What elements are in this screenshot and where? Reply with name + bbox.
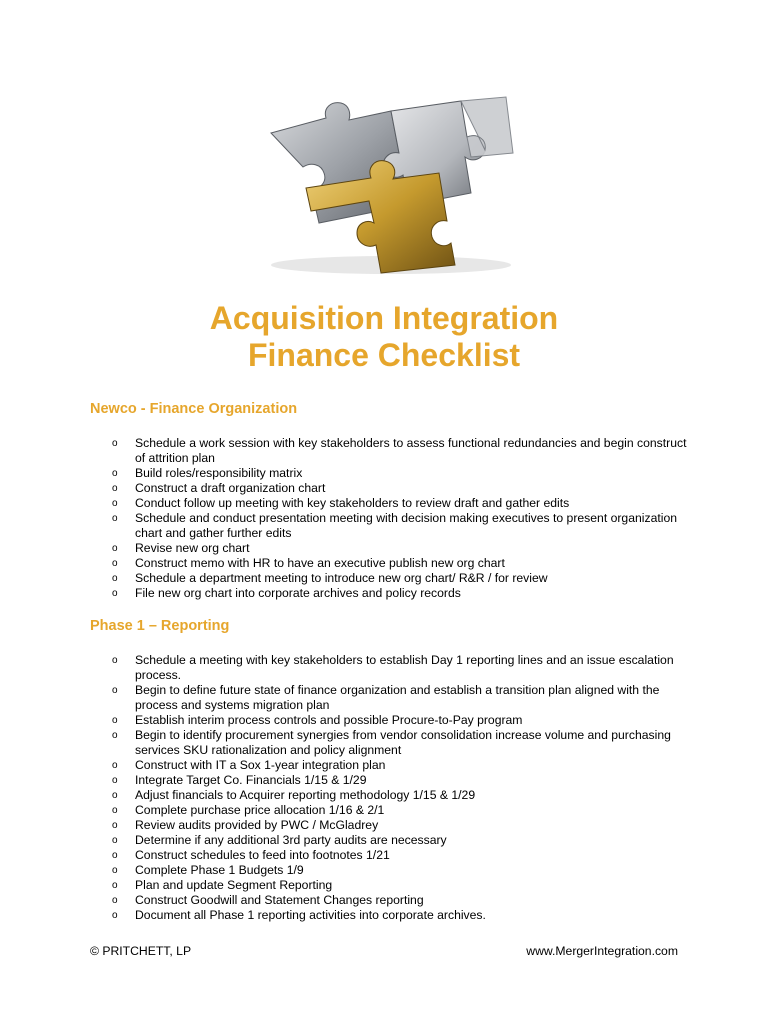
list-item: o Establish interim process controls and possible Procure-to-Pay program bbox=[112, 713, 523, 727]
bullet-icon: o bbox=[112, 865, 118, 876]
list-item: o Determine if any additional 3rd party audits are necessary bbox=[112, 833, 447, 847]
bullet-icon: o bbox=[112, 513, 118, 524]
bullet-icon: o bbox=[112, 835, 118, 846]
bullet-icon: o bbox=[112, 880, 118, 891]
list-item: o Revise new org chart bbox=[112, 541, 250, 555]
bullet-icon: o bbox=[112, 895, 118, 906]
bullet-icon: o bbox=[112, 685, 118, 696]
bullet-icon: o bbox=[112, 730, 118, 741]
list-item: o Construct with IT a Sox 1-year integration plan bbox=[112, 758, 386, 772]
list-item: o Construct schedules to feed into footnotes 1/21 bbox=[112, 848, 390, 862]
list-item: o File new org chart into corporate archives and policy records bbox=[112, 586, 461, 600]
list-item: o Construct memo with HR to have an executive publish new org chart bbox=[112, 556, 505, 570]
list-item: o Build roles/responsibility matrix bbox=[112, 466, 303, 480]
list-item: o Adjust financials to Acquirer reporting methodology 1/15 & 1/29 bbox=[112, 788, 476, 802]
bullet-icon: o bbox=[112, 775, 118, 786]
list-item: o Plan and update Segment Reporting bbox=[112, 878, 333, 892]
checklist-newco bbox=[112, 436, 692, 601]
bullet-icon: o bbox=[112, 558, 118, 569]
bullet-icon: o bbox=[112, 655, 118, 666]
bullet-icon: o bbox=[112, 588, 118, 599]
list-item: o Integrate Target Co. Financials 1/15 & 1/29 bbox=[112, 773, 367, 787]
bullet-icon: o bbox=[112, 543, 118, 554]
list-item: o Construct a draft organization chart bbox=[112, 481, 326, 495]
bullet-icon: o bbox=[112, 498, 118, 509]
document-title bbox=[0, 300, 768, 374]
bullet-icon: o bbox=[112, 483, 118, 494]
bullet-icon: o bbox=[112, 573, 118, 584]
list-item: o Construct Goodwill and Statement Changes reporting bbox=[112, 893, 424, 907]
list-item: o Review audits provided by PWC / McGladrey bbox=[112, 818, 379, 832]
list-item: o Document all Phase 1 reporting activities into corporate archives. bbox=[112, 908, 486, 922]
bullet-icon: o bbox=[112, 790, 118, 801]
bullet-icon: o bbox=[112, 820, 118, 831]
list-item: o Schedule a meeting with key stakeholders to establish Day 1 reporting lines and an issue escalation process. bbox=[112, 653, 674, 682]
title-line-1: Acquisition Integration bbox=[209, 300, 559, 336]
bullet-icon: o bbox=[112, 805, 118, 816]
list-item: o Schedule a work session with key stakeholders to assess functional redundancies and begin construct of attrition plan bbox=[112, 436, 687, 465]
bullet-icon: o bbox=[112, 438, 118, 449]
bullet-icon: o bbox=[112, 760, 118, 771]
bullet-icon: o bbox=[112, 715, 118, 726]
footer-copyright: © PRITCHETT, LP bbox=[90, 944, 192, 958]
list-item: o Complete Phase 1 Budgets 1/9 bbox=[112, 863, 304, 877]
list-item: o Complete purchase price allocation 1/16 & 2/1 bbox=[112, 803, 385, 817]
list-item: o Begin to identify procurement synergies from vendor consolidation increase volume and purchasing services SKU rationalization and policy alignment bbox=[112, 728, 671, 757]
checklist-phase1 bbox=[112, 653, 692, 923]
footer-website-link[interactable]: www.MergerIntegration.com bbox=[526, 944, 678, 958]
section-heading-newco: Newco - Finance Organization bbox=[90, 401, 298, 417]
section-heading-phase1: Phase 1 – Reporting bbox=[90, 618, 230, 634]
list-item: o Begin to define future state of finance organization and establish a transition plan aligned with the process and systems migration plan bbox=[112, 683, 660, 712]
list-item: o Conduct follow up meeting with key stakeholders to review draft and gather edits bbox=[112, 496, 570, 510]
puzzle-pieces-icon bbox=[231, 93, 538, 280]
title-line-2: Finance Checklist bbox=[247, 337, 521, 373]
list-item: o Schedule a department meeting to introduce new org chart/ R&R / for review bbox=[112, 571, 548, 585]
bullet-icon: o bbox=[112, 468, 118, 479]
bullet-icon: o bbox=[112, 850, 118, 861]
list-item: o Schedule and conduct presentation meeting with decision making executives to present organization chart and gather further edits bbox=[112, 511, 677, 540]
bullet-icon: o bbox=[112, 910, 118, 921]
